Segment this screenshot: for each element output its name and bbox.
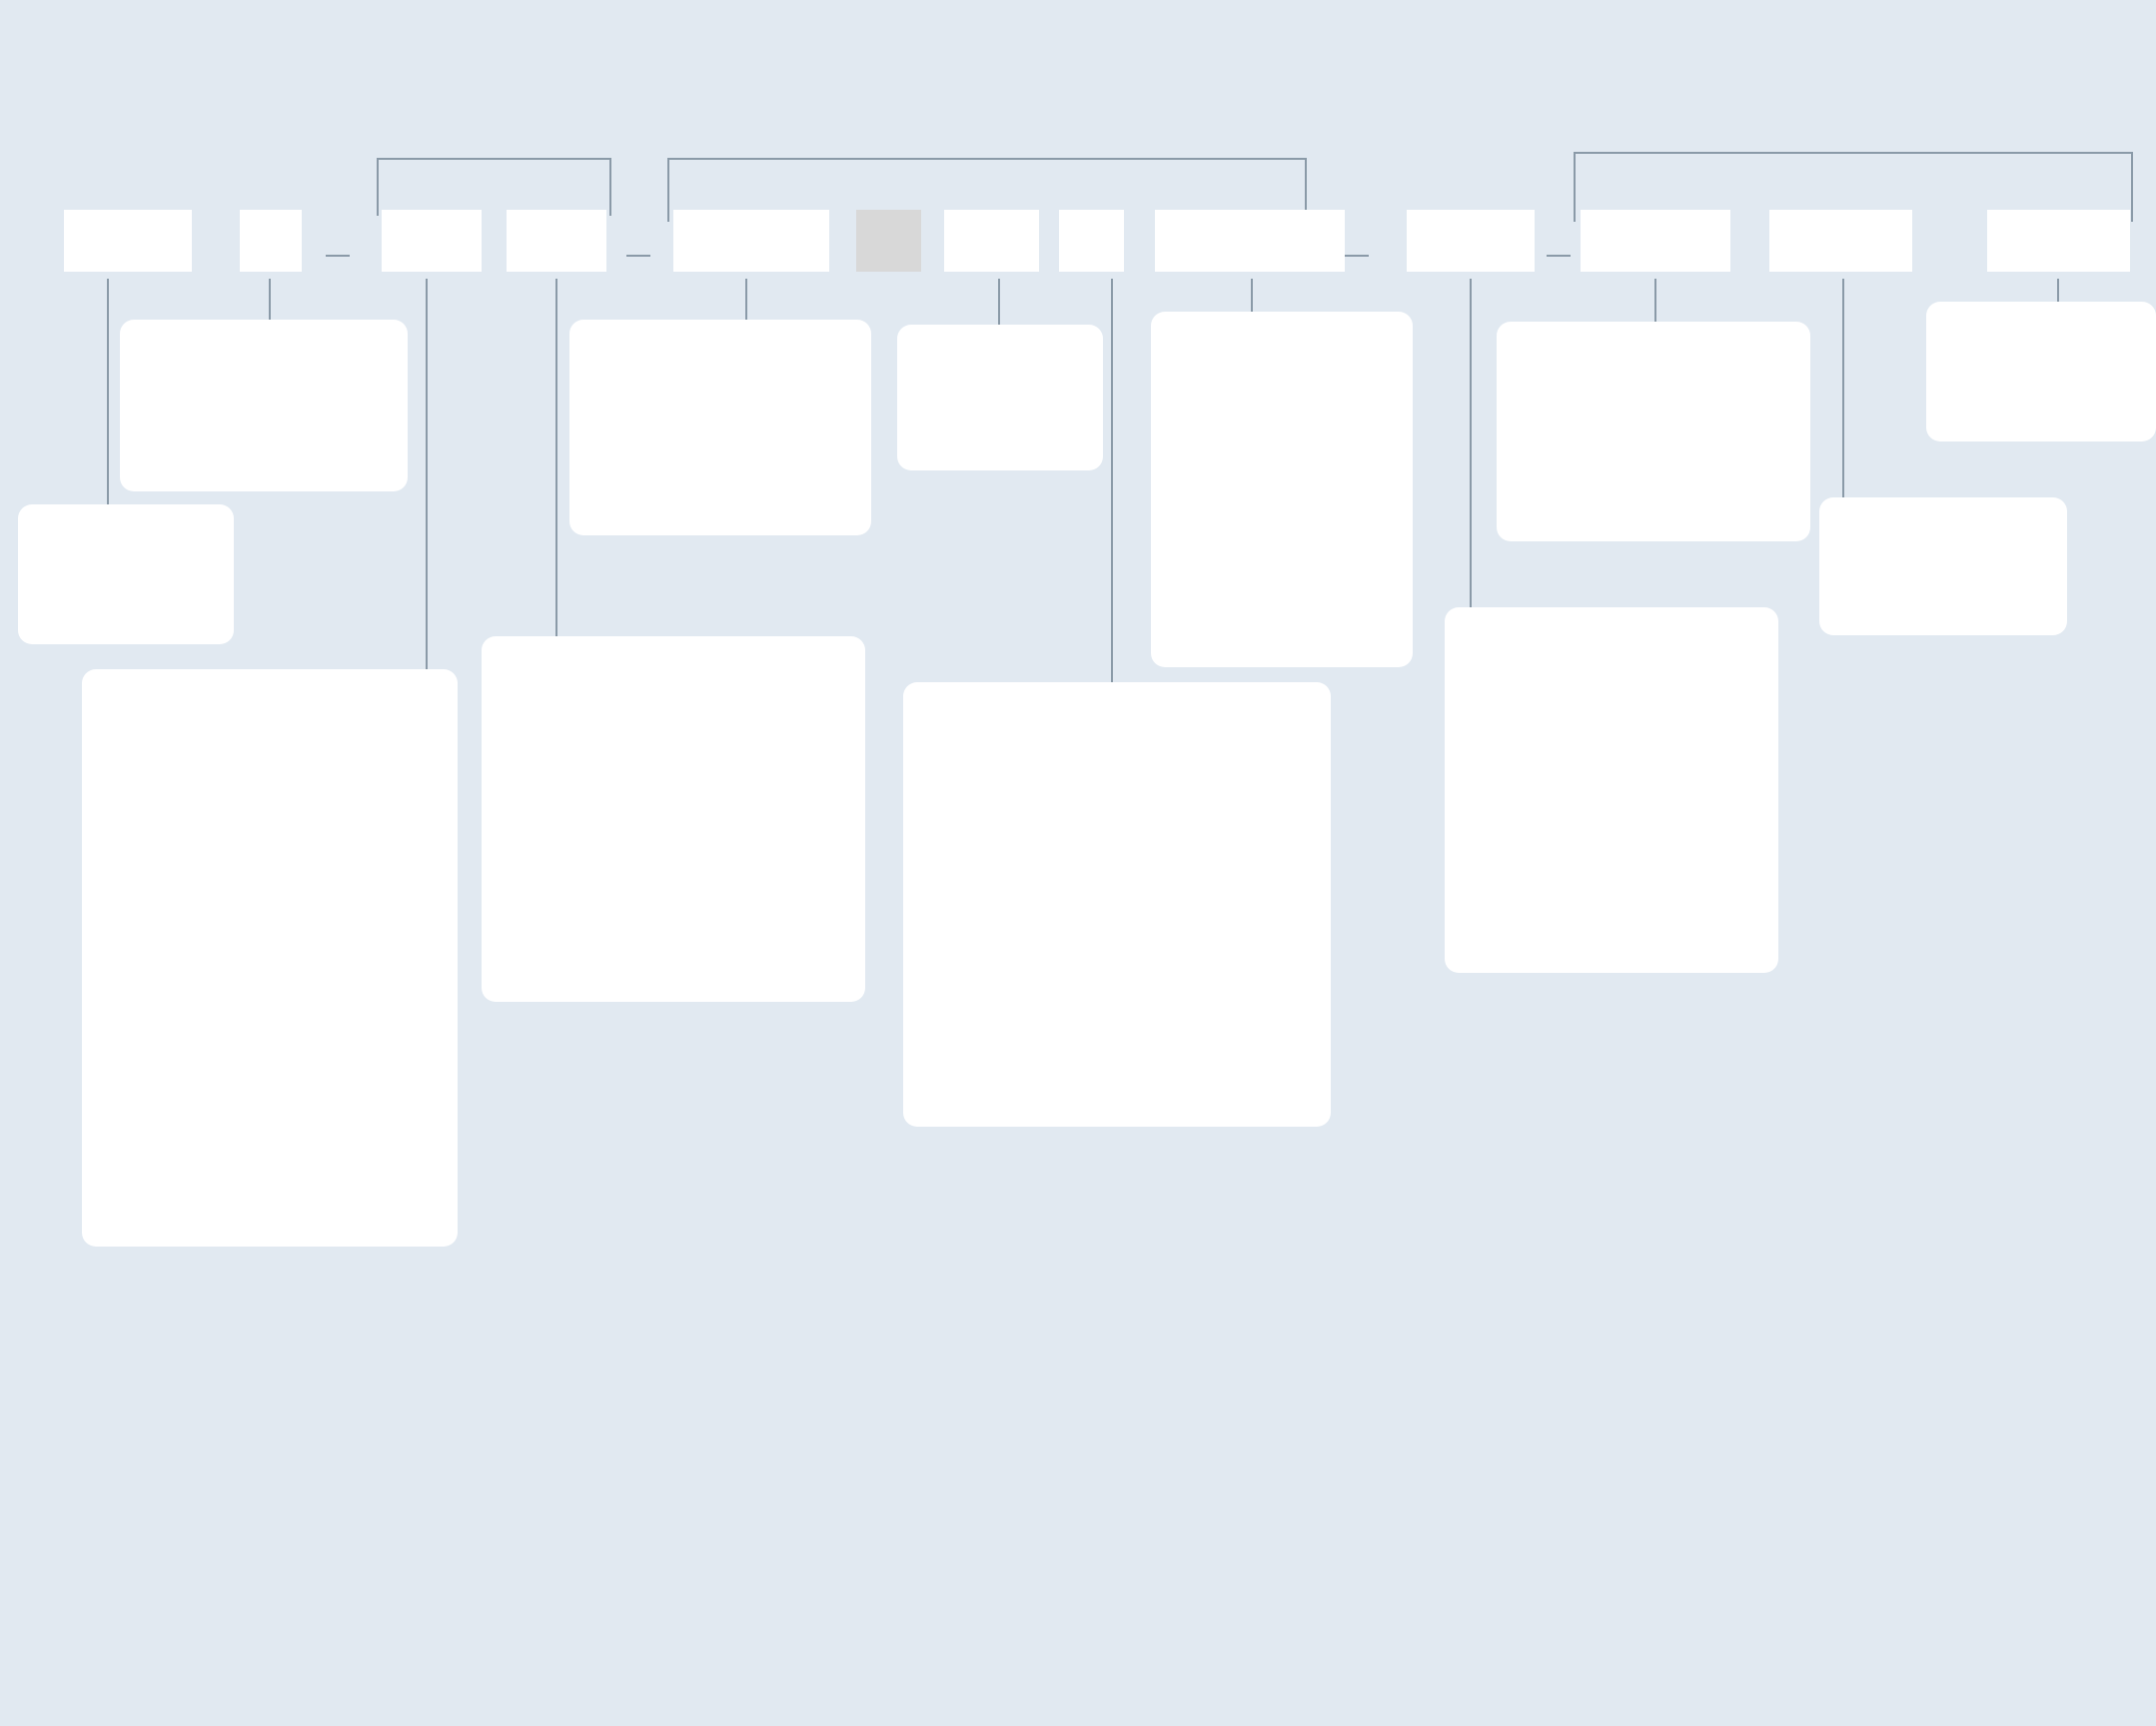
- connector-line: [1251, 279, 1253, 315]
- code-bore[interactable]: [382, 210, 482, 272]
- mounting-card: [482, 636, 865, 1002]
- optional-bracket: [1574, 152, 2133, 154]
- electrical-bracket: [667, 158, 1307, 160]
- separator-dash: [1547, 255, 1571, 257]
- connector-line: [426, 279, 428, 672]
- channels-card: [903, 682, 1331, 1127]
- channels-list: [913, 690, 1331, 710]
- output-list: [1160, 316, 1413, 326]
- connector-line: [107, 279, 109, 508]
- connector-line: [269, 279, 271, 323]
- connector-card: [1445, 607, 1778, 973]
- sealing-card: [1819, 497, 2067, 635]
- bore-card: [82, 669, 458, 1247]
- cpr-card: [569, 320, 871, 535]
- mechanical-bracket: [377, 158, 611, 160]
- optional-bracket-right: [2131, 152, 2133, 222]
- code-channels[interactable]: [1059, 210, 1124, 272]
- connector-line: [555, 279, 557, 638]
- model-card: [18, 504, 234, 644]
- temperature-card: [1497, 322, 1810, 541]
- certification-card: [1926, 302, 2156, 441]
- code-temperature[interactable]: [1581, 210, 1730, 272]
- code-model[interactable]: [64, 210, 192, 272]
- model-row: [27, 516, 234, 550]
- connector-line: [1111, 279, 1113, 682]
- separator-dash: [1345, 255, 1369, 257]
- optional-bracket-left: [1574, 152, 1576, 222]
- separator-dash: [326, 255, 350, 257]
- electrical-bracket-left: [667, 158, 669, 222]
- code-sealing[interactable]: [1769, 210, 1912, 272]
- separator-dash: [626, 255, 650, 257]
- code-connector[interactable]: [1407, 210, 1535, 272]
- housing-card: [120, 320, 408, 491]
- mechanical-bracket-left: [377, 158, 379, 216]
- connector-line: [1842, 279, 1844, 502]
- mechanical-bracket-right: [609, 158, 611, 216]
- code-n[interactable]: [856, 210, 921, 272]
- code-mounting[interactable]: [507, 210, 606, 272]
- code-housing[interactable]: [240, 210, 302, 272]
- input-voltage-card: [897, 325, 1103, 470]
- connector-line: [1470, 279, 1472, 610]
- code-input-voltage[interactable]: [944, 210, 1039, 272]
- connector-line: [745, 279, 747, 325]
- output-card: [1151, 312, 1413, 667]
- connector-line: [1654, 279, 1656, 325]
- connector-line: [998, 279, 1000, 327]
- code-certification[interactable]: [1987, 210, 2130, 272]
- model-row: [27, 550, 234, 584]
- code-output[interactable]: [1155, 210, 1345, 272]
- code-cpr[interactable]: [673, 210, 829, 272]
